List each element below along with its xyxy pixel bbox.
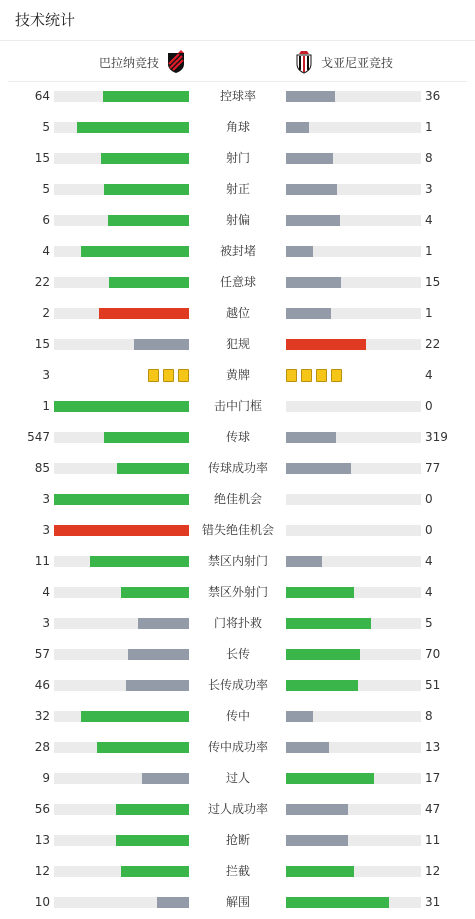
home-stat-bar-track: [54, 649, 189, 660]
stat-label: 禁区外射门: [207, 585, 268, 599]
away-stat-bar: [286, 649, 360, 660]
home-stat-bar: [81, 711, 189, 722]
home-stat-value: 3: [42, 368, 50, 382]
stat-row: [0, 143, 475, 174]
home-stat-bar-track: [54, 308, 189, 319]
away-stat-bar-track: [286, 525, 421, 536]
home-stat-value: 6: [42, 213, 50, 227]
home-stat-value: 46: [34, 678, 50, 692]
yellow-card-icon: [331, 369, 342, 382]
away-stat-bar-track: [286, 339, 421, 350]
stat-row: [0, 205, 475, 236]
stat-label: 长传成功率: [207, 678, 268, 692]
page-title: 技术统计: [15, 11, 76, 29]
away-stat-bar: [286, 122, 309, 133]
title-divider: [0, 40, 475, 41]
stat-label: 射正: [225, 182, 250, 196]
stat-label: 过人成功率: [207, 802, 268, 816]
home-stat-bar: [104, 184, 189, 195]
away-stat-bar: [286, 587, 354, 598]
home-stat-bar: [90, 556, 189, 567]
stat-label: 错失绝佳机会: [201, 523, 274, 537]
away-stat-bar-track: [286, 618, 421, 629]
stat-row: [0, 701, 475, 732]
home-stat-bar-track: [54, 866, 189, 877]
stat-row: [0, 484, 475, 515]
away-stat-bar-track: [286, 742, 421, 753]
stat-label: 黄牌: [225, 368, 250, 382]
away-stat-bar-track: [286, 91, 421, 102]
home-stat-value: 32: [34, 709, 50, 723]
home-stat-bar: [134, 339, 189, 350]
away-stat-bar: [286, 804, 348, 815]
away-stat-value: 8: [425, 151, 433, 165]
away-stat-bar-track: [286, 897, 421, 908]
home-stat-bar-track: [54, 277, 189, 288]
home-stat-bar: [108, 215, 189, 226]
away-stat-bar-track: [286, 494, 421, 505]
stat-label: 拦截: [225, 864, 250, 878]
yellow-card-icon: [178, 369, 189, 382]
home-stat-bar-track: [54, 711, 189, 722]
away-stat-bar-track: [286, 432, 421, 443]
home-stat-value: 64: [34, 89, 50, 103]
away-stat-value: 1: [425, 120, 433, 134]
home-stat-bar-track: [54, 494, 189, 505]
away-stat-value: 36: [425, 89, 441, 103]
stat-label: 控球率: [219, 89, 256, 103]
stat-label: 角球: [225, 120, 250, 134]
home-stat-value: 4: [42, 585, 50, 599]
away-stat-bar-track: [286, 246, 421, 257]
home-team-logo-icon: [165, 50, 187, 74]
home-stat-value: 3: [42, 616, 50, 630]
home-stat-bar: [121, 587, 189, 598]
home-stat-value: 9: [42, 771, 50, 785]
away-stat-bar-track: [286, 680, 421, 691]
stat-row: [0, 546, 475, 577]
home-stat-bar: [54, 401, 189, 412]
stat-label: 传球: [225, 430, 250, 444]
away-stat-bar-track: [286, 153, 421, 164]
home-stat-bar: [121, 866, 189, 877]
away-stat-bar: [286, 618, 371, 629]
home-stat-bar: [128, 649, 189, 660]
home-stat-value: 4: [42, 244, 50, 258]
home-stat-bar: [116, 804, 189, 815]
home-stat-value: 28: [34, 740, 50, 754]
stat-row: [0, 174, 475, 205]
yellow-card-icon: [316, 369, 327, 382]
home-stat-bar: [54, 525, 189, 536]
stat-label: 击中门框: [213, 399, 262, 413]
stat-label: 过人: [225, 771, 250, 785]
away-stat-value: 13: [425, 740, 441, 754]
stat-row: [0, 577, 475, 608]
away-stat-bar-track: [286, 277, 421, 288]
home-stat-bar-track: [54, 432, 189, 443]
away-stat-bar-track: [286, 463, 421, 474]
away-stat-value: 51: [425, 678, 441, 692]
yellow-card-icon: [301, 369, 312, 382]
away-stat-bar: [286, 432, 336, 443]
away-stat-bar: [286, 308, 331, 319]
home-team[interactable]: [99, 50, 187, 74]
home-stat-bar-track: [54, 897, 189, 908]
away-stat-value: 0: [425, 492, 433, 506]
home-stat-bar-track: [54, 525, 189, 536]
home-stat-bar-track: [54, 91, 189, 102]
home-stat-value: 22: [34, 275, 50, 289]
home-stat-bar: [104, 432, 189, 443]
stat-row: [0, 794, 475, 825]
away-stat-bar-track: [286, 215, 421, 226]
away-stat-bar-track: [286, 184, 421, 195]
stat-row: [0, 856, 475, 887]
stat-label: 犯规: [225, 337, 250, 351]
away-team[interactable]: [293, 50, 393, 74]
away-stat-bar: [286, 866, 354, 877]
home-stat-bar-track: [54, 556, 189, 567]
home-stat-bar-track: [54, 463, 189, 474]
teams-header: [0, 44, 475, 80]
stat-row: [0, 267, 475, 298]
stat-row: [0, 360, 475, 391]
home-stat-bar-track: [54, 215, 189, 226]
home-stat-value: 15: [34, 151, 50, 165]
away-stat-bar: [286, 897, 389, 908]
away-stat-bar: [286, 711, 313, 722]
home-stat-bar: [157, 897, 189, 908]
away-stat-value: 5: [425, 616, 433, 630]
home-stat-bar: [138, 618, 189, 629]
away-stat-bar: [286, 556, 322, 567]
away-stat-bar-track: [286, 649, 421, 660]
stat-label: 任意球: [219, 275, 256, 289]
stat-label: 禁区内射门: [207, 554, 268, 568]
home-stat-value: 5: [42, 182, 50, 196]
home-stat-bar: [117, 463, 189, 474]
stat-label: 绝佳机会: [213, 492, 262, 506]
stat-row: [0, 608, 475, 639]
stat-label: 射偏: [225, 213, 250, 227]
stats-list: [0, 81, 475, 918]
away-stat-bar-track: [286, 711, 421, 722]
stat-label: 被封堵: [219, 244, 256, 258]
away-stat-value: 15: [425, 275, 441, 289]
away-stat-bar-track: [286, 835, 421, 846]
home-stat-bar-track: [54, 835, 189, 846]
away-stat-bar-track: [286, 308, 421, 319]
home-stat-bar: [101, 153, 189, 164]
stat-row: [0, 887, 475, 918]
away-stat-bar: [286, 339, 366, 350]
away-stat-bar: [286, 680, 358, 691]
home-stat-bar-track: [54, 804, 189, 815]
home-stat-bar-track: [54, 184, 189, 195]
yellow-card-icon: [163, 369, 174, 382]
home-stat-value: 15: [34, 337, 50, 351]
away-yellow-cards: [286, 369, 342, 382]
away-team-logo-icon: [293, 50, 315, 74]
stat-row: [0, 112, 475, 143]
stat-label: 传中成功率: [207, 740, 268, 754]
home-stat-bar-track: [54, 153, 189, 164]
yellow-card-icon: [286, 369, 297, 382]
stat-row: [0, 298, 475, 329]
home-stat-bar: [54, 494, 189, 505]
stat-row: [0, 236, 475, 267]
yellow-card-icon: [148, 369, 159, 382]
stat-row: [0, 763, 475, 794]
stat-label: 抢断: [225, 833, 250, 847]
home-stat-bar: [81, 246, 189, 257]
away-stat-value: 8: [425, 709, 433, 723]
stat-label: 越位: [225, 306, 250, 320]
away-stat-bar-track: [286, 556, 421, 567]
home-stat-bar-track: [54, 680, 189, 691]
home-stat-value: 2: [42, 306, 50, 320]
home-stat-bar-track: [54, 587, 189, 598]
away-stat-bar-track: [286, 587, 421, 598]
away-stat-bar-track: [286, 401, 421, 412]
stat-label: 射门: [225, 151, 250, 165]
away-stat-value: 47: [425, 802, 441, 816]
away-stat-bar: [286, 773, 374, 784]
away-stat-bar: [286, 153, 333, 164]
home-stat-bar: [97, 742, 189, 753]
stat-row: [0, 422, 475, 453]
away-stat-value: 31: [425, 895, 441, 909]
home-stat-bar: [103, 91, 189, 102]
stat-row: [0, 453, 475, 484]
home-stat-bar: [109, 277, 189, 288]
home-stat-value: 56: [34, 802, 50, 816]
away-stat-value: 4: [425, 213, 433, 227]
stat-row: [0, 81, 475, 112]
away-stat-value: 0: [425, 523, 433, 537]
stat-row: [0, 515, 475, 546]
stat-label: 门将扑救: [213, 616, 262, 630]
away-stat-bar: [286, 742, 329, 753]
away-stat-value: 22: [425, 337, 441, 351]
stat-row: [0, 732, 475, 763]
away-stat-bar: [286, 835, 348, 846]
stat-row: [0, 825, 475, 856]
home-stat-value: 57: [34, 647, 50, 661]
away-stat-bar-track: [286, 804, 421, 815]
home-stat-bar-track: [54, 246, 189, 257]
away-stat-value: 1: [425, 306, 433, 320]
away-team-name: 戈亚尼亚竞技: [321, 55, 394, 70]
away-stat-value: 0: [425, 399, 433, 413]
away-stat-bar: [286, 463, 351, 474]
away-stat-value: 77: [425, 461, 441, 475]
home-stat-bar-track: [54, 401, 189, 412]
away-stat-value: 4: [425, 554, 433, 568]
away-stat-value: 4: [425, 585, 433, 599]
stat-row: [0, 391, 475, 422]
home-yellow-cards: [148, 369, 189, 382]
away-stat-value: 319: [425, 430, 448, 444]
home-stat-value: 13: [34, 833, 50, 847]
away-stat-value: 11: [425, 833, 441, 847]
home-stat-value: 3: [42, 492, 50, 506]
away-stat-value: 70: [425, 647, 441, 661]
stat-row: [0, 329, 475, 360]
home-stat-value: 547: [27, 430, 50, 444]
home-stat-value: 1: [42, 399, 50, 413]
away-stat-value: 17: [425, 771, 441, 785]
home-stat-value: 11: [34, 554, 50, 568]
home-stat-bar-track: [54, 339, 189, 350]
away-stat-bar: [286, 184, 337, 195]
away-stat-bar-track: [286, 866, 421, 877]
home-stat-value: 3: [42, 523, 50, 537]
home-stat-bar: [142, 773, 189, 784]
away-stat-value: 1: [425, 244, 433, 258]
away-stat-bar: [286, 91, 335, 102]
home-stat-bar-track: [54, 122, 189, 133]
stat-label: 传球成功率: [207, 461, 268, 475]
away-stat-bar-track: [286, 773, 421, 784]
away-stat-bar: [286, 246, 313, 257]
home-stat-bar: [77, 122, 189, 133]
home-stat-value: 10: [34, 895, 50, 909]
stat-label: 长传: [225, 647, 250, 661]
away-stat-value: 4: [425, 368, 433, 382]
home-stat-value: 12: [34, 864, 50, 878]
home-stat-bar-track: [54, 773, 189, 784]
home-stat-value: 85: [34, 461, 50, 475]
home-stat-bar: [126, 680, 189, 691]
away-stat-value: 3: [425, 182, 433, 196]
home-team-name: 巴拉纳竞技: [98, 55, 159, 70]
home-stat-bar: [99, 308, 189, 319]
away-stat-bar-track: [286, 122, 421, 133]
away-stat-value: 12: [425, 864, 441, 878]
home-stat-value: 5: [42, 120, 50, 134]
stat-label: 传中: [225, 709, 250, 723]
away-stat-bar: [286, 277, 341, 288]
stat-row: [0, 639, 475, 670]
home-stat-bar: [116, 835, 189, 846]
away-stat-bar: [286, 215, 340, 226]
home-stat-bar-track: [54, 742, 189, 753]
stat-row: [0, 670, 475, 701]
stat-label: 解围: [225, 895, 250, 909]
home-stat-bar-track: [54, 618, 189, 629]
